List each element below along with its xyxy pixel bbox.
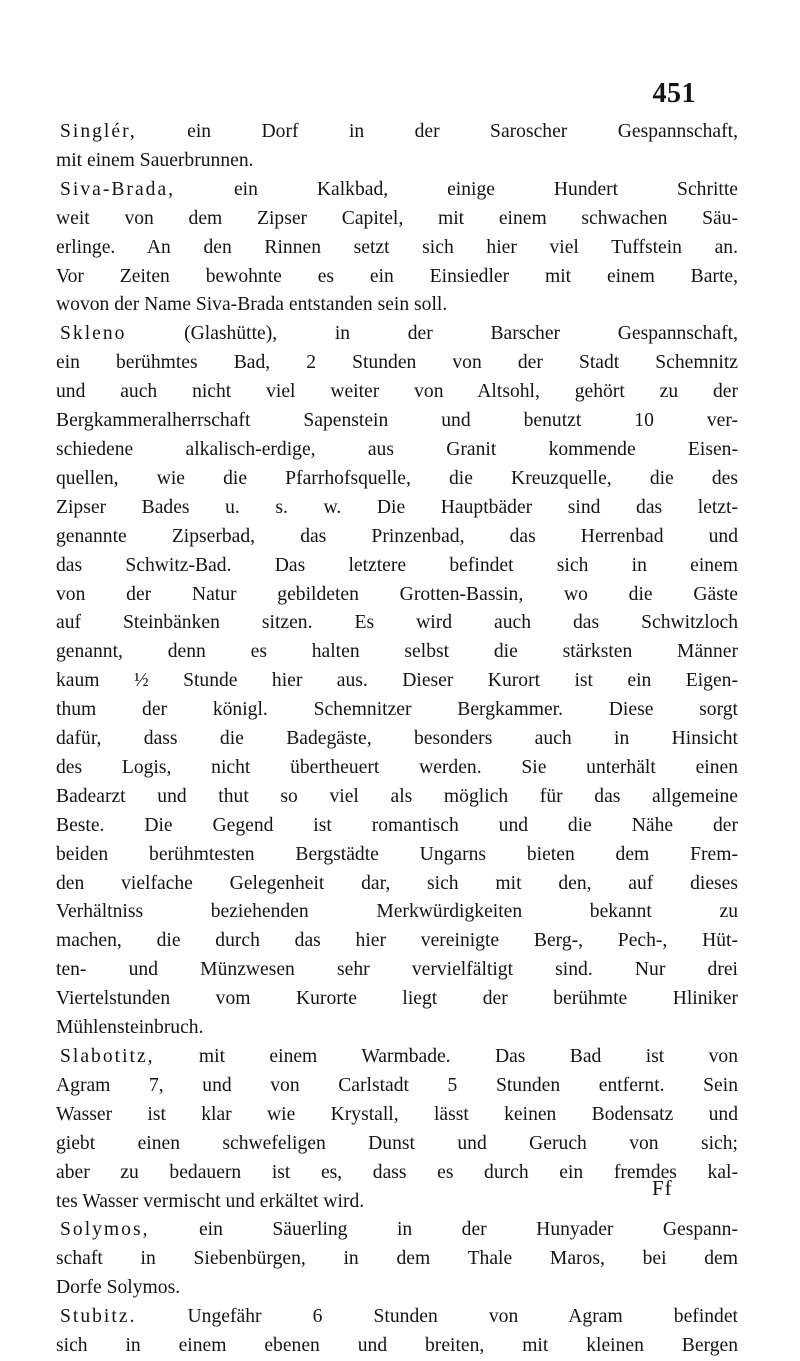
- entry-stubitz: [56, 1303, 738, 1361]
- entry-first-line: [56, 320, 738, 349]
- text-line: tes Wasser vermischt und erkältet wird.: [56, 1190, 365, 1212]
- text-line: ein Säuerling in der Hunyader Gespann-: [149, 1219, 738, 1241]
- text-line: Bergkammeralherrschaft Sapenstein und benutzt 10 ver-: [56, 410, 738, 432]
- text-line: mit einem Sauerbrunnen.: [56, 149, 254, 171]
- text-line: beiden berühmtesten Bergstädte Ungarns bieten dem Frem-: [56, 843, 738, 865]
- text-line: (Glashütte), in der Barscher Gespannschaft,: [126, 323, 738, 345]
- text-line: Agram 7, und von Carlstadt 5 Stunden entfernt. Sein: [56, 1074, 738, 1096]
- entry-slabotitz: [56, 1043, 738, 1216]
- text-line: Badearzt und thut so viel als möglich für das allgemeine: [56, 785, 738, 807]
- entry-term: Solymos,: [60, 1219, 150, 1241]
- text-line: sich in einem ebenen und breiten, mit kleinen Bergen: [56, 1335, 738, 1357]
- text-line: Dorfe Solymos.: [56, 1277, 181, 1299]
- text-line: von der Natur gebildeten Grotten-Bassin, wo die Gäste: [56, 583, 738, 605]
- text-line: mit einem Warmbade. Das Bad ist von: [154, 1046, 738, 1067]
- entry-term: Stubitz.: [60, 1306, 137, 1328]
- text-line: giebt einen schwefeligen Dunst und Geruch von sich;: [56, 1132, 738, 1154]
- entry-term: Siva-Brada,: [60, 178, 176, 200]
- text-line: Zipser Bades u. s. w. Die Hauptbäder sind das letzt-: [56, 496, 738, 518]
- page-number: 451: [652, 78, 696, 109]
- entry-term: Singlér,: [60, 121, 137, 142]
- text-line: Ungefähr 6 Stunden von Agram befindet: [136, 1306, 738, 1328]
- entry-singler: [56, 118, 738, 176]
- entry-first-line: [56, 1216, 738, 1245]
- text-line: Verhältniss beziehenden Merkwürdigkeiten bekannt zu: [56, 901, 738, 923]
- text-line: machen, die durch das hier vereinigte Berg-, Pech-, Hüt-: [56, 930, 738, 952]
- text-line: ein Kalkbad, einige Hundert Schritte: [175, 178, 738, 200]
- text-line: weit von dem Zipser Capitel, mit einem schwachen Säu-: [56, 207, 738, 229]
- text-line: Beste. Die Gegend ist romantisch und die Nähe der: [56, 814, 738, 836]
- entry-skleno: [56, 320, 738, 1043]
- text-line: und auch nicht viel weiter von Altsohl, gehört zu der: [56, 381, 738, 403]
- text-line: aber zu bedauern ist es, dass es durch ein fremdes kal-: [56, 1161, 738, 1183]
- text-line: wovon der Name Siva-Brada entstanden sein soll.: [56, 294, 448, 316]
- signature-mark: Ff: [652, 1176, 673, 1200]
- entry-siva-brada: [56, 176, 738, 321]
- entry-first-line: [56, 1043, 738, 1072]
- text-line: ein berühmtes Bad, 2 Stunden von der Stadt Schemnitz: [56, 352, 738, 374]
- text-line: schiedene alkalisch-erdige, aus Granit kommende Eisen-: [56, 438, 738, 460]
- text-line: genannte Zipserbad, das Prinzenbad, das Herrenbad und: [56, 525, 738, 547]
- body-text: [56, 118, 738, 1361]
- text-line: ein Dorf in der Saroscher Gespannschaft,: [136, 121, 738, 142]
- entry-solymos: [56, 1216, 738, 1303]
- text-line: den vielfache Gelegenheit dar, sich mit den, auf dieses: [56, 872, 738, 894]
- entry-term: Slabotitz,: [60, 1046, 155, 1067]
- entry-term: Skleno: [60, 323, 127, 345]
- text-line: auf Steinbänken sitzen. Es wird auch das Schwitzloch: [56, 612, 738, 634]
- text-line: erlinge. An den Rinnen setzt sich hier viel Tuffstein an.: [56, 236, 738, 258]
- text-line: ten- und Münzwesen sehr vervielfältigt sind. Nur drei: [56, 959, 738, 981]
- text-line: dafür, dass die Badegäste, besonders auch in Hinsicht: [56, 728, 738, 750]
- text-line: des Logis, nicht übertheuert werden. Sie unterhält einen: [56, 756, 738, 778]
- entry-first-line: [56, 118, 738, 147]
- text-line: das Schwitz-Bad. Das letztere befindet sich in einem: [56, 554, 738, 576]
- entry-first-line: [56, 176, 738, 205]
- text-line: kaum ½ Stunde hier aus. Dieser Kurort ist ein Eigen-: [56, 670, 738, 692]
- text-line: thum der königl. Schemnitzer Bergkammer. Diese sorgt: [56, 699, 738, 721]
- text-line: Viertelstunden vom Kurorte liegt der berühmte Hliniker: [56, 988, 738, 1010]
- text-line: schaft in Siebenbürgen, in dem Thale Maros, bei dem: [56, 1248, 738, 1270]
- entry-first-line: [56, 1303, 738, 1332]
- text-line: genannt, denn es halten selbst die stärksten Männer: [56, 641, 738, 663]
- text-line: Wasser ist klar wie Krystall, lässt keinen Bodensatz und: [56, 1103, 738, 1125]
- text-line: quellen, wie die Pfarrhofsquelle, die Kreuzquelle, die des: [56, 467, 738, 489]
- text-line: Vor Zeiten bewohnte es ein Einsiedler mit einem Barte,: [56, 265, 738, 287]
- text-line: Mühlensteinbruch.: [56, 1017, 204, 1039]
